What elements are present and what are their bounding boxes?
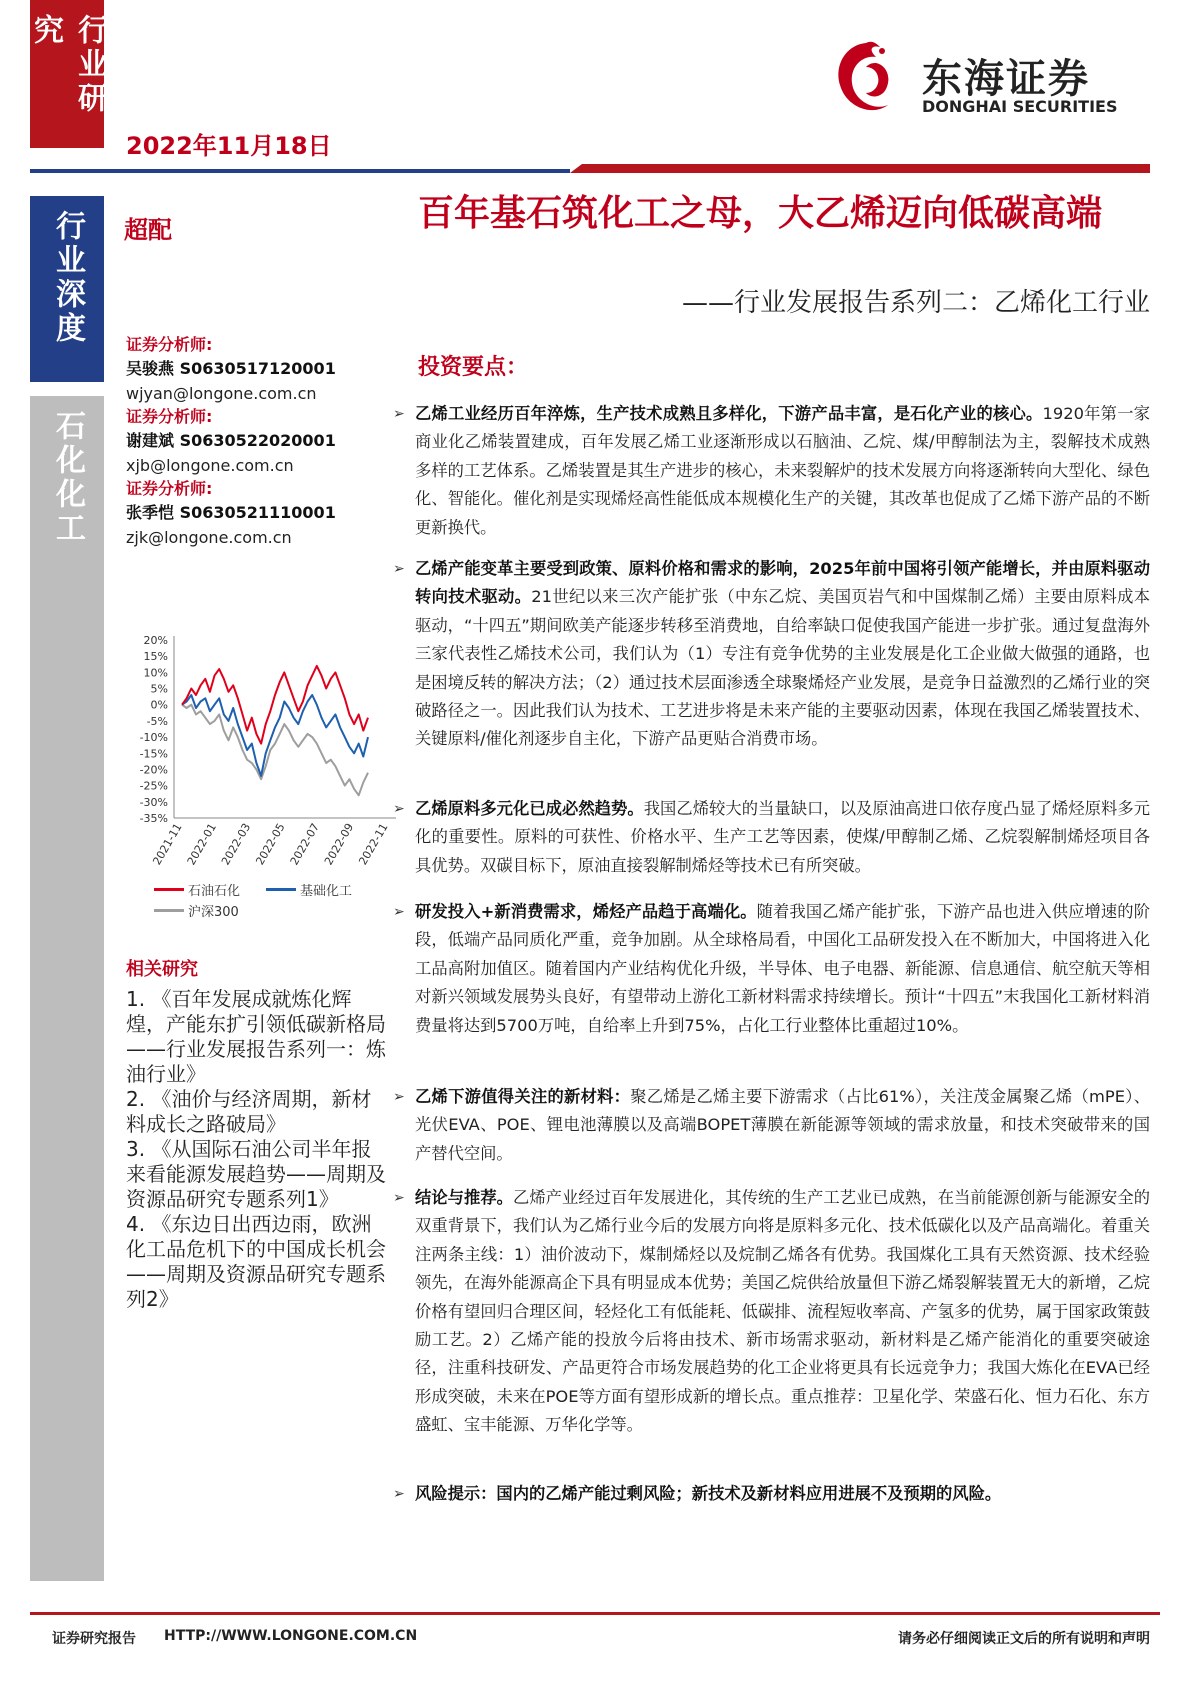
key-point-3 <box>393 795 1150 880</box>
company-logo <box>826 35 1156 130</box>
x-tick-label: 2021-11 <box>150 821 185 868</box>
bullet-arrow-icon: ➢ <box>393 406 405 422</box>
analyst-2-label: 证券分析师: <box>126 407 213 426</box>
y-tick-label: -15% <box>139 747 168 761</box>
footer-left: 证券研究报告 <box>52 1631 136 1647</box>
key-point-5-bold: 乙烯下游值得关注的新材料： <box>415 1087 631 1106</box>
key-points-heading: 投资要点： <box>418 355 529 380</box>
key-point-6-bold: 结论与推荐。 <box>415 1188 514 1207</box>
header-rule-red <box>570 164 1150 173</box>
x-tick-label: 2022-09 <box>322 821 357 868</box>
performance-chart <box>126 628 406 918</box>
legend-series-3 <box>154 901 404 920</box>
report-date: 2022年11月18日 <box>126 132 332 160</box>
page-subtitle: ——行业发展报告系列二：乙烯化工行业 <box>681 288 1150 318</box>
analyst-block <box>126 334 386 550</box>
analyst-1-name: 吴骏燕 S0630517120001 <box>126 359 336 378</box>
x-tick-label: 2022-11 <box>356 821 391 868</box>
key-point-1 <box>393 400 1150 542</box>
rating: 超配 <box>124 216 172 244</box>
legend-series-2-label: 基础化工 <box>300 884 353 899</box>
key-point-7 <box>393 1480 1150 1508</box>
logo-english-name: DONGHAI SECURITIES <box>922 97 1118 116</box>
bullet-arrow-icon: ➢ <box>393 904 405 920</box>
y-tick-label: 15% <box>143 650 168 664</box>
series-line-2 <box>182 695 368 776</box>
footer-url[interactable]: HTTP://WWW.LONGONE.COM.CN <box>164 1628 418 1644</box>
related-item-3[interactable]: 3. 《从国际石油公司半年报来看能源发展趋势——周期及资源品研究专题系列1》 <box>126 1137 386 1211</box>
footer-disclaimer: 请务必仔细阅读正文后的所有说明和声明 <box>898 1631 1150 1647</box>
bullet-arrow-icon: ➢ <box>393 1089 405 1105</box>
key-point-4-bold: 研发投入+新消费需求，烯烃产品趋于高端化。 <box>415 902 757 921</box>
key-point-5 <box>393 1083 1150 1168</box>
analyst-3-name: 张季恺 S0630521110001 <box>126 503 336 522</box>
y-tick-label: 0% <box>150 698 168 712</box>
key-point-4-text: 随着我国乙烯产能扩张，下游产品也进入供应增速的阶段，低端产品同质化严重，竞争加剧。从全球格局看，中国化工品研发投入在不断加大，中国将进入化工品高附加值区。随着国内产业结构优化升级，半导体、电子电器、新能源、信息通信、航空航天等相对新兴领域发展势头良好，有望带动上游化工新材料需求持续增长。预计“十四五”末我国化工新材料消费量将达到5700万吨，自给率上升到75%，占化工行业整体比重超过10%。 <box>415 902 1150 1035</box>
y-tick-label: -5% <box>146 714 168 728</box>
related-item-1[interactable]: 1. 《百年发展成就炼化辉煌，产能东扩引领低碳新格局——行业发展报告系列一：炼油行业》 <box>126 987 386 1086</box>
header-rule-navy <box>30 169 570 173</box>
y-tick-label: 5% <box>150 682 168 696</box>
performance-chart-svg <box>126 628 406 878</box>
bullet-arrow-icon: ➢ <box>393 561 405 577</box>
legend-series-1-label: 石油石化 <box>188 884 241 899</box>
key-point-5-text: 聚乙烯是乙烯主要下游需求（占比61%），关注茂金属聚乙烯（mPE）、光伏EVA、POE、锂电池薄膜以及高端BOPET薄膜在新能源等领域的需求放量，和技术突破带来的国产替代空间。 <box>415 1087 1150 1163</box>
related-heading: 相关研究 <box>126 959 198 980</box>
legend-series-2 <box>266 880 352 899</box>
key-point-6-text: 乙烯产业经过百年发展进化，其传统的生产工艺业已成熟，在当前能源创新与能源安全的双重背景下，我们认为乙烯行业今后的发展方向将是原料多元化、技术低碳化以及产品高端化。着重关注两条主线：1）油价波动下，煤制烯烃以及烷制乙烯各有优势。我国煤化工具有天然资源、技术经验领先，在海外能源高企下具有明显成本优势；美国乙烷供给放量但下游乙烯裂解装置无大的新增，乙烷价格有望回归合理区间，轻烃化工有低能耗、低碳排、流程短收率高、产氢多的优势，属于国家政策鼓励工艺。2）乙烯产能的投放今后将由技术、新市场需求驱动，新材料是乙烯产能消化的重要突破途径，注重科技研发、产品更符合市场发展趋势的化工企业将更具有长远竞争力；我国大炼化在EVA已经形成突破，未来在POE等方面有望形成新的增长点。重点推荐：卫星化学、荣盛石化、恒力石化、东方盛虹、宝丰能源、万华化学等。 <box>415 1188 1150 1435</box>
key-point-4 <box>393 898 1150 1040</box>
y-tick-label: 10% <box>143 666 168 680</box>
key-point-1-text: 1920年第一家商业化乙烯装置建成，百年发展乙烯工业逐渐形成以石脑油、乙烷、煤/甲醇制法为主，裂解技术成熟多样的工艺体系。乙烯装置是其生产进步的核心，未来裂解炉的技术发展方向将逐渐转向大型化、绿色化、智能化。催化剂是实现烯烃高性能低成本规模化生产的关键，其改革也促成了乙烯下游产品的不断更新换代。 <box>415 404 1150 537</box>
analyst-3-email: zjk@longone.com.cn <box>126 528 292 547</box>
related-item-2[interactable]: 2. 《油价与经济周期，新材料成长之路破局》 <box>126 1087 372 1136</box>
bullet-arrow-icon: ➢ <box>393 1190 405 1206</box>
tab-industry-research: 行业研究 <box>28 14 107 116</box>
key-point-2-text: 21世纪以来三次产能扩张（中东乙烷、美国页岩气和中国煤制乙烯）主要由原料成本驱动，“十四五”期间欧美产能逐步转移至消费地，自给率缺口促使我国产能进一步扩张。通过复盘海外三家代表性乙烯技术公司，我们认为（1）专注有竞争优势的主业发展是化工企业做大做强的通路，也是困境反转的解决方法；（2）通过技术层面渗透全球聚烯烃产业发展，是竞争日益激烈的乙烯行业的突破路径之一。因此我们认为技术、工艺进步将是未来产能的主要驱动因素，体现在我国乙烯装置技术、关键原料/催化剂逐步自主化，下游产品更贴合消费市场。 <box>415 587 1150 749</box>
x-tick-label: 2022-07 <box>287 821 322 868</box>
series-line-1 <box>182 666 368 744</box>
analyst-3-label: 证券分析师: <box>126 479 213 498</box>
y-tick-label: -35% <box>139 812 168 825</box>
related-item-4[interactable]: 4. 《东边日出西边雨，欧洲化工品危机下的中国成长机会——周期及资源品研究专题系列2》 <box>126 1212 386 1311</box>
analyst-2-email: xjb@longone.com.cn <box>126 456 294 475</box>
legend-series-3-label: 沪深300 <box>188 905 239 920</box>
tab-petrochemical: 石化化工 <box>50 410 85 546</box>
key-point-3-bold: 乙烯原料多元化已成必然趋势。 <box>415 799 644 818</box>
page-title: 百年基石筑化工之母，大乙烯迈向低碳高端 <box>418 193 1103 234</box>
footer-rule <box>30 1612 1160 1615</box>
key-point-7-bold: 风险提示：国内的乙烯产能过剩风险；新技术及新材料应用进展不及预期的风险。 <box>415 1484 1002 1503</box>
x-tick-label: 2022-01 <box>184 821 219 868</box>
analyst-1-email: wjyan@longone.com.cn <box>126 384 317 403</box>
key-point-2-bold: 乙烯产能变革主要受到政策、原料价格和需求的影响，2025年前中国将引领产能增长，并由原料驱动转向技术驱动。 <box>415 559 1150 607</box>
x-tick-label: 2022-05 <box>253 821 288 868</box>
y-tick-label: -10% <box>139 731 168 745</box>
y-tick-label: -25% <box>139 779 168 793</box>
key-point-6 <box>393 1184 1150 1440</box>
analyst-1-label: 证券分析师: <box>126 335 213 354</box>
key-point-2 <box>393 555 1150 754</box>
series-line-3 <box>182 705 368 796</box>
bullet-arrow-icon: ➢ <box>393 801 405 817</box>
analyst-2-name: 谢建斌 S0630522020001 <box>126 431 336 450</box>
key-point-1-bold: 乙烯工业经历百年淬炼，生产技术成熟且多样化，下游产品丰富，是石化产业的核心。 <box>415 404 1043 423</box>
legend-series-1 <box>154 880 240 899</box>
logo-chinese-name: 东海证券 <box>922 56 1090 102</box>
y-tick-label: -30% <box>139 795 168 809</box>
bullet-arrow-icon: ➢ <box>393 1486 405 1502</box>
dragon-logo-icon <box>826 35 906 125</box>
x-tick-label: 2022-03 <box>219 821 254 868</box>
sidebar-gray-bar <box>30 396 104 1581</box>
y-tick-label: 20% <box>143 634 168 647</box>
key-point-3-text: 我国乙烯较大的当量缺口，以及原油高进口依存度凸显了烯烃原料多元化的重要性。原料的可获性、价格水平、生产工艺等因素，使煤/甲醇制乙烯、乙烷裂解制烯烃项目各具优势。双碳目标下，原油直接裂解制烯烃等技术已有所突破。 <box>415 799 1150 875</box>
related-research <box>126 955 388 1312</box>
tab-industry-depth: 行业深度 <box>50 210 85 346</box>
y-tick-label: -20% <box>139 763 168 777</box>
